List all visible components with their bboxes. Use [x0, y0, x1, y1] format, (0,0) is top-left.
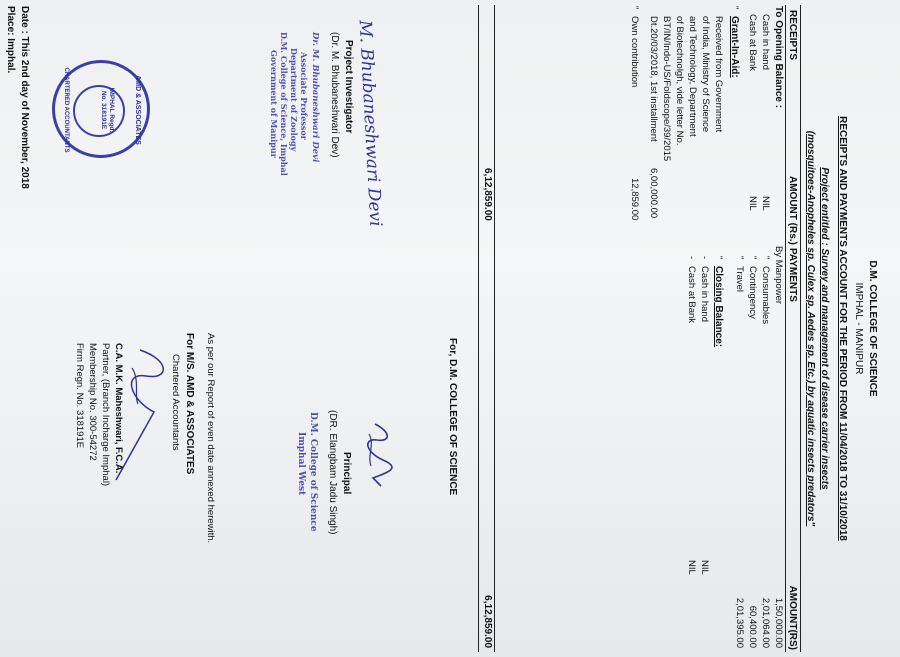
header-receipts: RECEIPTS: [787, 10, 798, 61]
ditto-grant: ": [729, 6, 740, 10]
ditto-travel: ": [734, 256, 745, 260]
seal-bottom-text: CHARTERED ACCOUNTANTS: [63, 67, 69, 153]
seal-outer-text: AMD & ASSOCIATES: [134, 75, 141, 145]
auditor-note: As per our Report of even date annexed herewith.: [205, 333, 216, 544]
pi-stamp-line: Department of Zoology: [289, 48, 299, 152]
principal-stamp-line: D.M. College of Science: [308, 412, 318, 532]
dash-close-hand: -: [699, 256, 710, 260]
payment-contingency: Contingency: [747, 266, 758, 319]
principal-signature-mark: [359, 420, 395, 490]
total-right: 6,12,859.00: [482, 595, 493, 648]
project-line-2: (mosquitoes-Anopheles sp. Culex sp. Aedes sp. Etc.) by aquatic insects predators": [805, 130, 816, 527]
college-place: IMPHAL - MANIPUR: [853, 282, 864, 375]
receipt-cash-bank: Cash at Bank: [747, 14, 758, 72]
pi-stamp-line: Dr. M. Bhubaneshwari Devi: [310, 32, 320, 163]
auditor-firm: Firm Regn. No. 318191E: [74, 343, 85, 449]
table-top-rule: [800, 5, 801, 652]
ditto-closing: ": [713, 256, 724, 260]
dash-close-bank: -: [686, 256, 697, 260]
payment-travel-amt: 2,01,395.00: [734, 597, 745, 648]
receipt-cash-hand: Cash in hand: [760, 14, 771, 70]
table-header-rule: [785, 5, 786, 652]
closing-cash-hand: Cash in hand: [699, 266, 710, 322]
ditto-consumables: ": [760, 256, 771, 260]
grant-label: Grant-In-Aid:: [729, 16, 740, 78]
grant-line: Received from Government: [713, 16, 724, 133]
closing-cash-hand-amt: NIL: [699, 560, 710, 575]
closing-cash-bank: Cash at Bank: [686, 266, 697, 324]
principal-stamp-line: Imphal West: [296, 432, 306, 496]
payment-travel: Travel: [734, 266, 745, 293]
pi-stamp-line: D.M. College of Science, Imphal: [279, 32, 289, 176]
total-top-rule: [494, 5, 495, 652]
place-line: Place: Imphal.: [5, 6, 16, 74]
grant-line: Dt.20/03/2018, 1st installment: [648, 16, 659, 142]
grant-amount: 6,00,000.00: [648, 168, 659, 219]
auditor-membership: Membership No. 300-54272: [87, 343, 98, 461]
pi-stamp-line: Government of Manipur: [269, 50, 279, 158]
own-contribution-label: Own contribution: [629, 16, 640, 88]
header-amount: AMOUNT (Rs.): [787, 176, 798, 245]
auditor-seal: [52, 60, 150, 158]
grant-line: BT/IN/Indo-US/Foldscope/39/2015: [661, 16, 672, 162]
grant-line: of Biotechnolgh, vide letter No.: [674, 16, 685, 146]
principal-title: Principal: [341, 452, 352, 495]
ditto-own: ": [629, 6, 640, 10]
auditor-partner: Partner, (Branch Incharge Imphal): [100, 343, 111, 487]
college-name: D.M. COLLEGE OF SCIENCE: [867, 260, 878, 397]
payment-consumables-amt: 2,01,064.00: [760, 597, 771, 648]
receipt-cash-bank-amt: NIL: [747, 196, 758, 211]
receipt-cash-hand-amt: NIL: [760, 196, 771, 211]
auditor-name: C.A. M.K. Maheshwari, F.C.A.: [113, 343, 124, 474]
closing-balance-label: Closing Balance:: [713, 266, 724, 348]
own-contribution-amount: 12,859.00: [629, 178, 640, 221]
header-amounts: AMOUNT(RS): [787, 585, 798, 650]
payment-consumables: Consumables: [760, 266, 771, 325]
account-title: RECEIPTS AND PAYMENTS ACCOUNT FOR THE PERIOD FROM 11/04/2018 TO 31/10/2018: [837, 116, 848, 541]
total-bottom-rule: [478, 5, 479, 652]
date-line: Date : This 2nd day of November, 2018: [19, 6, 30, 189]
ditto-contingency: ": [747, 256, 758, 260]
opening-balance-label: To Opening Balance :: [773, 6, 784, 109]
pi-stamp-line: Associate Professor: [299, 52, 309, 140]
pi-title: Project Investigator: [343, 40, 354, 134]
header-payments: PAYMENTS: [787, 248, 798, 302]
payment-manpower: By Manpower: [773, 246, 784, 305]
principal-name: (DR. Elangbam Jadu Singh): [327, 410, 338, 535]
pi-signature: M. Bhubaneshwari Devi: [354, 19, 386, 228]
auditor-ca: Chartered Accountants: [170, 354, 181, 451]
grant-line: and Technology, Department: [687, 16, 698, 137]
seal-center-text: IMPHAL Regd. No. 318191E: [100, 87, 115, 133]
closing-cash-bank-amt: NIL: [686, 560, 697, 575]
for-college: For, D.M. COLLEGE OF SCIENCE: [447, 338, 458, 496]
total-left: 6,12,859.00: [482, 168, 493, 221]
pi-name: (Dr. M. Bhubaneshwari Dev): [329, 32, 340, 158]
payment-contingency-amt: 60,400.00: [747, 605, 758, 648]
project-line-1: Project entitled : Survey and management of disease carrier insects: [819, 167, 830, 490]
payment-manpower-amt: 1,50,000.00: [773, 597, 784, 648]
grant-line: of India, Ministry of Science: [700, 16, 711, 133]
auditor-for: For M/S. AMD & ASSOCIATES: [184, 333, 195, 475]
